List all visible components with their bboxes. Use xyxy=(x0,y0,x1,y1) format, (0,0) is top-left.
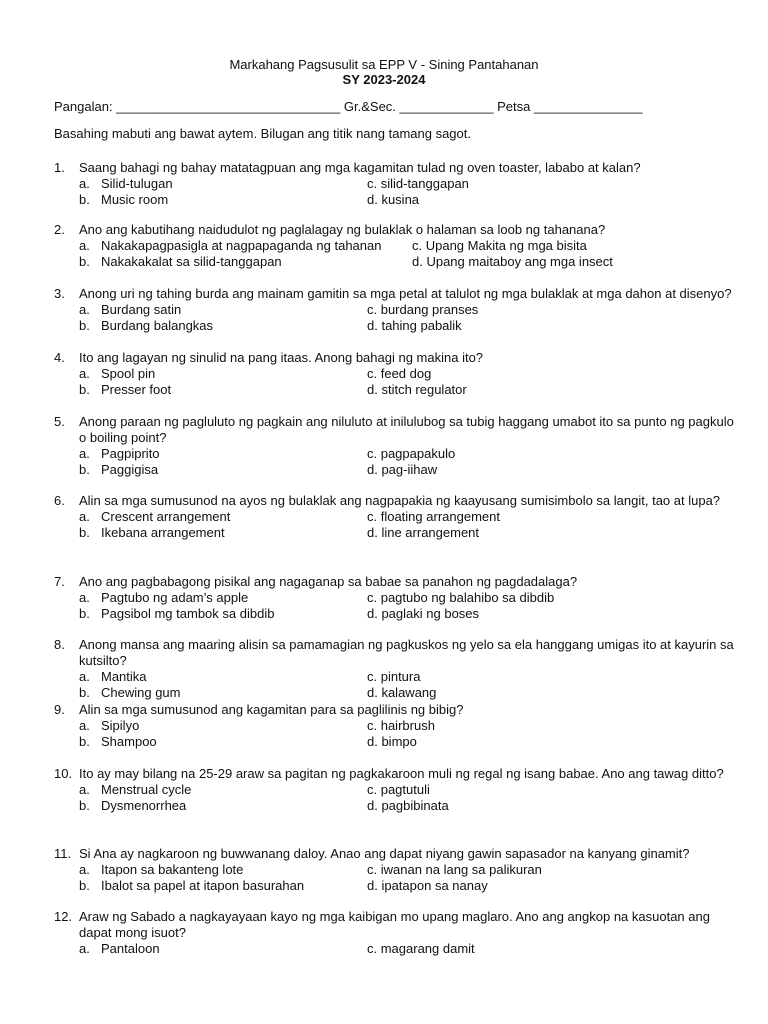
option-c[interactable]: c. burdang pranses xyxy=(367,302,479,317)
option-d[interactable]: d. Upang maitaboy ang mga insect xyxy=(412,254,613,269)
option-d[interactable]: d. pag-iihaw xyxy=(367,462,438,477)
question-text: Anong uri ng tahing burda ang mainam gamitin sa mga petal at talulot ng mga bulaklak at mga dahon at disenyo? xyxy=(79,286,732,301)
instructions: Basahing mabuti ang bawat aytem. Bilugan ang titik nang tamang sagot. xyxy=(54,126,471,141)
option-d[interactable]: d. line arrangement xyxy=(367,525,480,540)
question-12: 12. Araw ng Sabado a nagkayayaan kayo ng mga kaibigan mo upang maglaro. Ano ang angkop na kasuotan ang dapat mong isuot? a. Pantaloon c. magarang damit xyxy=(54,909,734,957)
question-text: Saang bahagi ng bahay matatagpuan ang mga kagamitan tulad ng oven toaster, lababo at kalan? xyxy=(79,160,641,175)
question-2: 2. Ano ang kabutihang naidudulot ng paglalagay ng bulaklak o halaman sa loob ng tahanana? a. Nakakapagpasigla at nagpapaganda ng tahanan c. Upang Makita ng mga bisita b. Nakakakalat sa silid-tanggapan d. Upang maitaboy ang mga insect xyxy=(54,222,734,270)
option-d[interactable]: d. tahing pabalik xyxy=(367,318,462,333)
option-d[interactable]: d. bimpo xyxy=(367,734,417,749)
question-number: 8. xyxy=(54,637,65,652)
question-text: Ito ay may bilang na 25-29 araw sa pagitan ng pagkakaroon muli ng regal ng isang babae. Ano ang tawag ditto? xyxy=(79,766,724,781)
option-c[interactable]: c. magarang damit xyxy=(367,941,475,956)
exam-title: Markahang Pagsusulit sa EPP V - Sining Pantahanan xyxy=(229,57,539,72)
question-text: Alin sa mga sumusunod na ayos ng bulaklak ang nagpapakia ng kaayusang sumisimbolo sa langit, tao at lupa? xyxy=(79,493,721,508)
option-d[interactable]: d. paglaki ng boses xyxy=(367,606,480,621)
school-year: SY 2023-2024 xyxy=(342,72,426,87)
question-3: 3. Anong uri ng tahing burda ang mainam gamitin sa mga petal at talulot ng mga bulaklak at mga dahon at disenyo? a. Burdang satin c. burdang pranses b. Burdang balangkas d. tahing pabalik xyxy=(54,286,734,334)
question-number: 4. xyxy=(54,350,65,365)
question-number: 6. xyxy=(54,493,65,508)
question-number: 9. xyxy=(54,702,65,717)
option-c[interactable]: c. silid-tanggapan xyxy=(367,176,469,191)
question-text: Alin sa mga sumusunod ang kagamitan para sa paglilinis ng bibig? xyxy=(79,702,464,717)
question-number: 10. xyxy=(54,766,73,781)
option-c[interactable]: c. iwanan na lang sa palikuran xyxy=(367,862,542,877)
question-number: 1. xyxy=(54,160,65,175)
question-4: 4. Ito ang lagayan ng sinulid na pang itaas. Anong bahagi ng makina ito? a. Spool pin c. feed dog b. Presser foot d. stitch regulator xyxy=(54,350,734,398)
question-text: Anong mansa ang maaring alisin sa pamamagian ng pagkuskos ng yelo sa ela hanggang umigas ito at kayurin sa kutsilto? xyxy=(79,637,734,668)
question-text: Anong paraan ng pagluluto ng pagkain ang niluluto at inilulubog sa tubig haggang umabot ito sa punto ng pagkulo o boiling point? xyxy=(79,414,734,445)
option-d[interactable]: d. ipatapon sa nanay xyxy=(367,878,488,893)
option-c[interactable]: c. pagtubo ng balahibo sa dibdib xyxy=(367,590,555,605)
question-text: Ito ang lagayan ng sinulid na pang itaas. Anong bahagi ng makina ito? xyxy=(79,350,484,365)
question-7: 7. Ano ang pagbabagong pisikal ang nagaganap sa babae sa panahon ng pagdadalaga? a. Pagtubo ng adam’s apple c. pagtubo ng balahibo sa dibdib b. Pagsibol mg tambok sa dibdib d. paglaki ng boses xyxy=(54,574,734,622)
question-number: 3. xyxy=(54,286,65,301)
question-1: 1. Saang bahagi ng bahay matatagpuan ang mga kagamitan tulad ng oven toaster, lababo at kalan? a. Silid-tulugan c. silid-tanggapan b. Music room d. kusina xyxy=(54,160,734,208)
question-10: 10. Ito ay may bilang na 25-29 araw sa pagitan ng pagkakaroon muli ng regal ng isang babae. Ano ang tawag ditto? a. Menstrual cycle c. pagtutuli b. Dysmenorrhea d. pagbibinata xyxy=(54,766,734,814)
option-d[interactable]: d. pagbibinata xyxy=(367,798,449,813)
option-d[interactable]: d. kusina xyxy=(367,192,420,207)
question-8: 8. Anong mansa ang maaring alisin sa pamamagian ng pagkuskos ng yelo sa ela hanggang umigas ito at kayurin sa kutsilto? a. Mantika c. pintura b. Chewing gum d. kalawang xyxy=(54,637,734,700)
student-info-line: Pangalan: _______________________________ Gr.&Sec. _____________ Petsa _______________ xyxy=(54,99,643,114)
question-text: Ano ang kabutihang naidudulot ng paglalagay ng bulaklak o halaman sa loob ng tahanana? xyxy=(79,222,606,237)
question-number: 7. xyxy=(54,574,65,589)
question-number: 2. xyxy=(54,222,65,237)
question-text: Ano ang pagbabagong pisikal ang nagaganap sa babae sa panahon ng pagdadalaga? xyxy=(79,574,578,589)
option-c[interactable]: c. pagpapakulo xyxy=(367,446,456,461)
question-5: 5. Anong paraan ng pagluluto ng pagkain ang niluluto at inilulubog sa tubig haggang umabot ito sa punto ng pagkulo o boiling point? a. Pagpiprito c. pagpapakulo b. Paggigisa d. pag-iihaw xyxy=(54,414,734,477)
option-d[interactable]: d. kalawang xyxy=(367,685,437,700)
option-c[interactable]: c. Upang Makita ng mga bisita xyxy=(412,238,587,253)
option-c[interactable]: c. pagtutuli xyxy=(367,782,430,797)
question-11: 11. Si Ana ay nagkaroon ng buwwanang daloy. Anao ang dapat niyang gawin sapasador na kanyang ginamit? a. Itapon sa bakanteng lote c. iwanan na lang sa palikuran b. Ibalot sa papel at itapon basurahan d. ipatapon sa nanay xyxy=(54,846,734,894)
option-c[interactable]: c. feed dog xyxy=(367,366,432,381)
question-number: 12. xyxy=(54,909,73,924)
question-text: Araw ng Sabado a nagkayayaan kayo ng mga kaibigan mo upang maglaro. Ano ang angkop na kasuotan ang dapat mong isuot? xyxy=(79,909,710,940)
option-c[interactable]: c. floating arrangement xyxy=(367,509,500,524)
question-number: 11. xyxy=(54,846,72,861)
option-c[interactable]: c. pintura xyxy=(367,669,421,684)
question-text: Si Ana ay nagkaroon ng buwwanang daloy. Anao ang dapat niyang gawin sapasador na kanyang ginamit? xyxy=(79,846,690,861)
question-6: 6. Alin sa mga sumusunod na ayos ng bulaklak ang nagpapakia ng kaayusang sumisimbolo sa langit, tao at lupa? a. Crescent arrangement c. floating arrangement b. Ikebana arrangement d. line arrangement xyxy=(54,493,734,541)
question-number: 5. xyxy=(54,414,65,429)
option-c[interactable]: c. hairbrush xyxy=(367,718,435,733)
question-9: 9. Alin sa mga sumusunod ang kagamitan para sa paglilinis ng bibig? a. Sipilyo c. hairbrush b. Shampoo d. bimpo xyxy=(54,702,734,750)
option-d[interactable]: d. stitch regulator xyxy=(367,382,467,397)
